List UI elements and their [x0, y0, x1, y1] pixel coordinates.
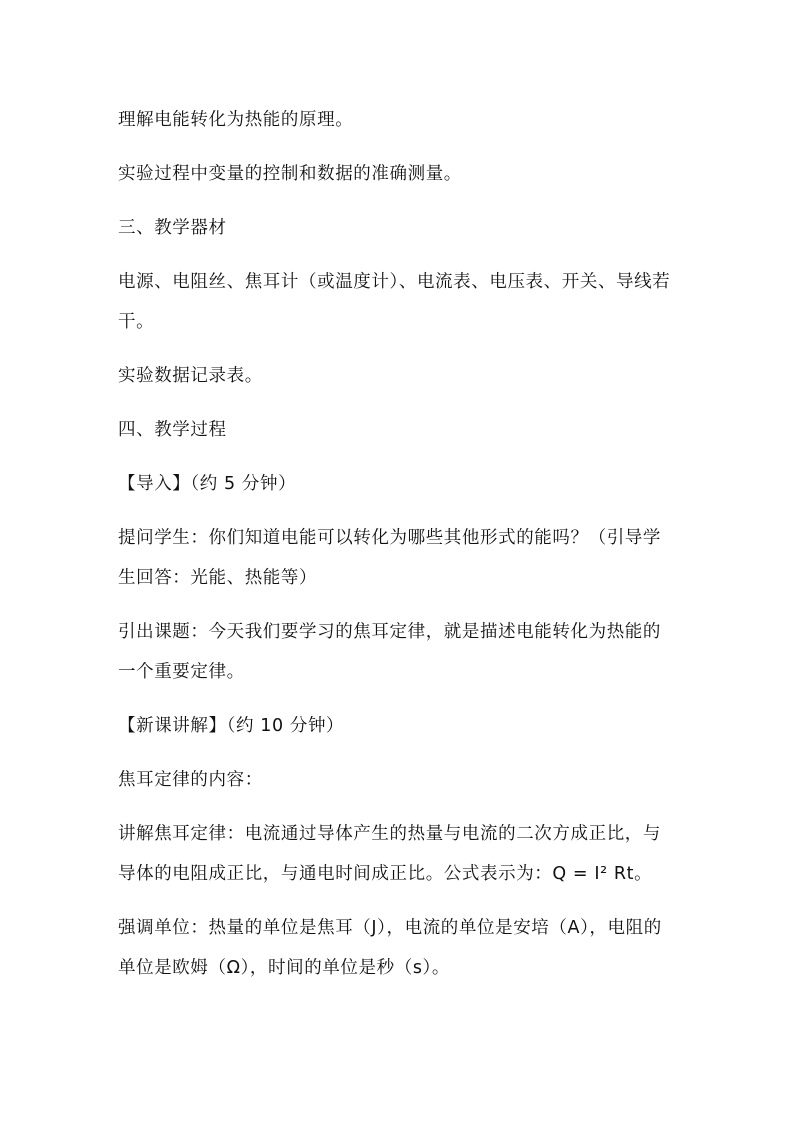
materials-list: 电源、电阻丝、焦耳计（或温度计）、电流表、电压表、开关、导线若干。 [118, 272, 671, 332]
units-emphasis: 强调单位：热量的单位是焦耳（J），电流的单位是安培（A），电阻的单位是欧姆（Ω），时间的单位是秒（s）。 [118, 918, 662, 978]
introduction-question: 提问学生：你们知道电能可以转化为哪些其他形式的能吗？（引导学生回答：光能、热能等） [118, 528, 661, 588]
section-heading-materials: 三、教学器材 [118, 218, 227, 238]
introduction-topic: 引出课题：今天我们要学习的焦耳定律，就是描述电能转化为热能的一个重要定律。 [118, 622, 661, 682]
materials-record-table: 实验数据记录表。 [118, 366, 263, 386]
section-heading-process: 四、教学过程 [118, 420, 227, 440]
subheading-introduction: 【导入】（约 5 分钟） [118, 474, 297, 494]
objective-principle: 理解电能转化为热能的原理。 [118, 110, 354, 130]
document-body [118, 100, 678, 1002]
joule-law-explanation: 讲解焦耳定律：电流通过导体产生的热量与电流的二次方成正比，与导体的电阻成正比，与通电时间成正比。公式表示为：Q = I² Rt。 [118, 824, 661, 884]
objective-measurement: 实验过程中变量的控制和数据的准确测量。 [118, 164, 462, 184]
joule-law-content-label: 焦耳定律的内容： [118, 770, 263, 790]
subheading-new-lesson: 【新课讲解】（约 10 分钟） [118, 716, 345, 736]
